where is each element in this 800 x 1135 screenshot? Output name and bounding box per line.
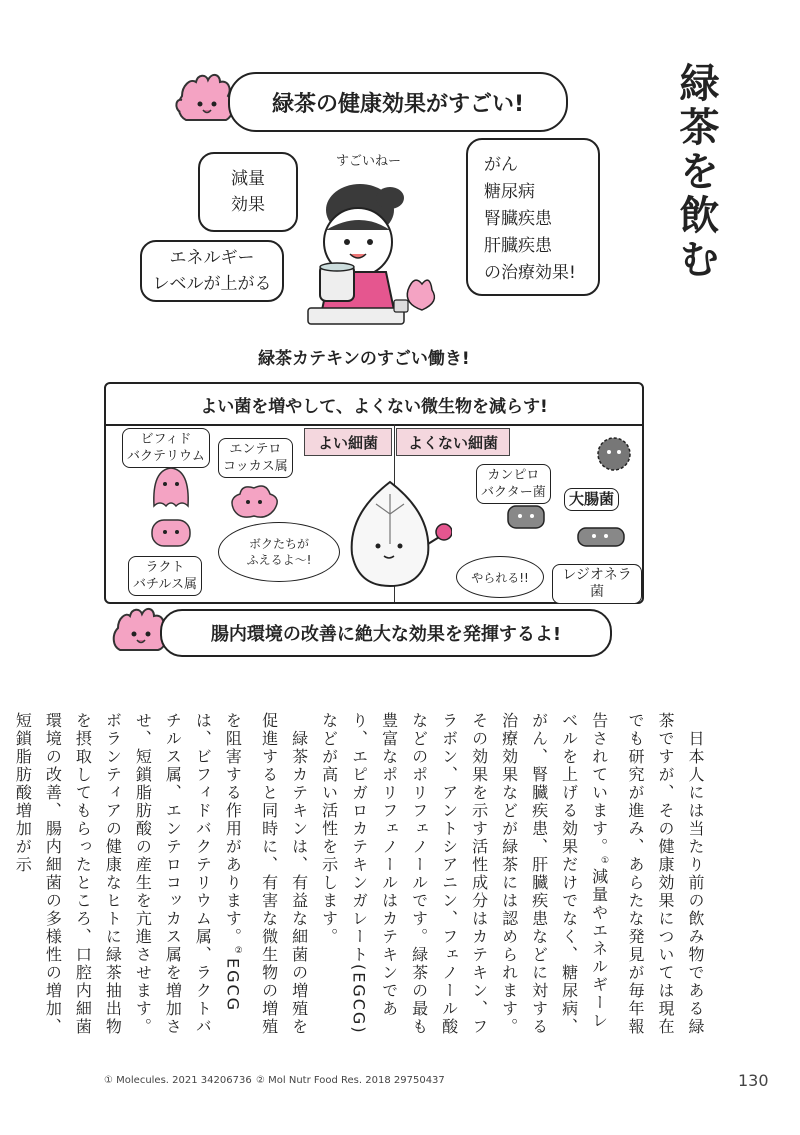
chapter-title: 緑茶を飲む bbox=[673, 62, 719, 282]
reference-2[interactable]: ② bbox=[233, 946, 244, 958]
bad-bacterium-icon bbox=[504, 500, 548, 534]
good-bacteria-label: よい細菌 bbox=[304, 428, 392, 456]
sugoi-caption: すごいねー bbox=[336, 154, 402, 169]
footnote-1: ① Molecules. 2021 34206736 bbox=[104, 1075, 252, 1086]
section-title: 緑茶カテキンのすごい働き! bbox=[258, 349, 470, 369]
enterococcus-label: エンテロ コッカス属 bbox=[218, 438, 293, 478]
header-bubble: 緑茶の健康効果がすごい! bbox=[228, 72, 568, 132]
legionella-label: レジオネラ菌 bbox=[552, 564, 642, 604]
paragraph-1-part-b: 減量やエネルギーレベルを上げる効果だけでなく、糖尿病、がん、腎臓疾患、肝臓疾患などに対する治療効果などが緑茶には認められます。その効果を示す活性成分はカテキン、フラボン、アントシアニン、フェノール酸などのポリフェノールです。緑茶の最も豊富なポリフェノールはカテキンであり、エピガロカテキンガレート(EGCG)などが高い活性を示します。 bbox=[319, 712, 609, 1036]
good-bacterium-icon bbox=[146, 462, 196, 510]
bad-bacterium-icon bbox=[574, 522, 628, 552]
disease-box: がん 糖尿病 腎臓疾患 肝臓疾患 の治療効果! bbox=[466, 138, 600, 296]
footnote-2: ② Mol Nutr Food Res. 2018 29750437 bbox=[256, 1075, 445, 1086]
girl-drinking-tea-illustration bbox=[290, 170, 450, 335]
reference-1[interactable]: ① bbox=[600, 856, 610, 868]
bifidobacterium-label: ビフィド バクテリウム bbox=[122, 428, 210, 468]
paragraph-1 bbox=[314, 712, 710, 1042]
page-number: 130 bbox=[738, 1071, 769, 1090]
bottom-bubble: 腸内環境の改善に絶大な効果を発揮するよ! bbox=[160, 609, 612, 657]
bad-bacterium-icon bbox=[592, 432, 636, 476]
bacteria-panel bbox=[104, 382, 644, 604]
paragraph-2-part-b: EGCGは、ビフィドバクテリウム属、ラクトバチルス属、エンテロコッカス属を増加させ、短鎖脂肪酸の産生を亢進させます。ボランティアの健康なヒトに緑茶抽出物を摂取してもらったところ、口腔内細菌環境の改善、腸内細菌の多様性の増加、短鎖脂肪酸増加が示 bbox=[13, 712, 243, 1036]
tea-leaf-mascot-icon bbox=[332, 474, 452, 594]
energy-box: エネルギー レベルが上がる bbox=[140, 240, 284, 302]
paragraph-2 bbox=[7, 712, 313, 1042]
campylobacter-label: カンピロ バクター菌 bbox=[476, 464, 551, 504]
paragraph-1-part-a: 日本人には当たり前の飲み物である緑茶ですが、その健康効果については現在でも研究が進み、あらたな発見が毎年報告されています。 bbox=[589, 712, 705, 1036]
panel-heading: よい菌を増やして、よくない微生物を減らす! bbox=[106, 384, 642, 426]
good-bacterium-icon bbox=[146, 512, 196, 552]
good-bacterium-icon bbox=[226, 480, 282, 522]
ecoli-label: 大腸菌 bbox=[564, 488, 619, 511]
bad-bacteria-label: よくない細菌 bbox=[396, 428, 510, 456]
weight-loss-box: 減量 効果 bbox=[198, 152, 298, 232]
paragraph-2-part-a: 緑茶カテキンは、有益な細菌の増殖を促進すると同時に、有害な微生物の増殖を阻害する作用があります。 bbox=[223, 712, 309, 1036]
bad-speech-bubble: やられる!! bbox=[456, 556, 544, 598]
lactobacillus-label: ラクト バチルス属 bbox=[128, 556, 202, 596]
body-text bbox=[7, 712, 710, 1042]
good-speech-bubble: ボクたちが ふえるよ〜! bbox=[218, 522, 340, 582]
